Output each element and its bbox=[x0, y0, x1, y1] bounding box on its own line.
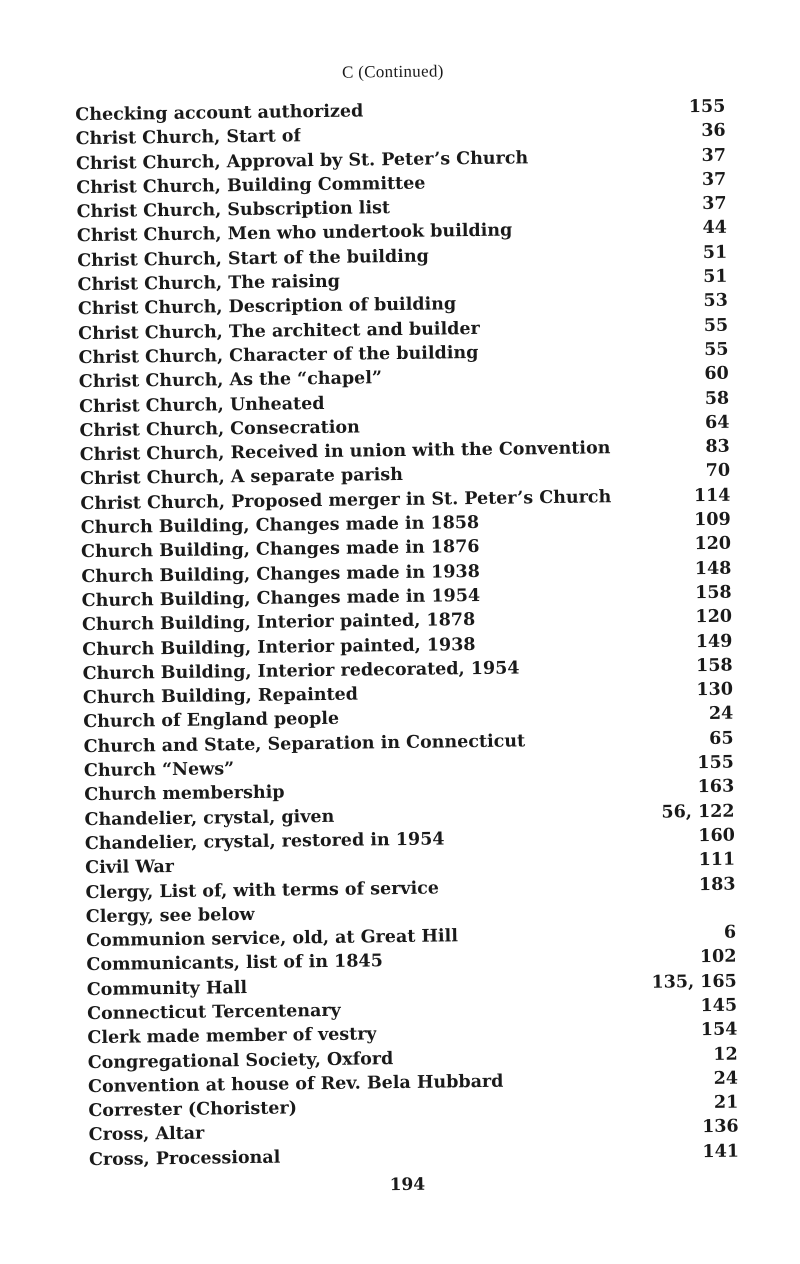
entry-page-numbers: 37 bbox=[701, 169, 727, 190]
entry-label: Christ Church, Description of building bbox=[77, 294, 457, 320]
entry-page-numbers: 58 bbox=[704, 388, 730, 409]
entry-page-numbers: 53 bbox=[703, 291, 728, 312]
entry-page-numbers: 44 bbox=[702, 218, 728, 239]
entry-label: Correster (Chorister) bbox=[88, 1098, 298, 1122]
entry-label: Christ Church, The architect and builder bbox=[78, 318, 480, 344]
entry-label: Community Hall bbox=[86, 977, 248, 1000]
entry-page-numbers: 154 bbox=[700, 1019, 738, 1041]
entry-label: Christ Church, Building Committee bbox=[76, 173, 426, 199]
entry-label: Christ Church, As the “chapel” bbox=[78, 368, 383, 393]
entry-page-numbers: 12 bbox=[713, 1044, 738, 1065]
page-number: 194 bbox=[389, 1174, 426, 1196]
entry-label: Christ Church, Men who undertook building bbox=[76, 220, 513, 247]
entry-page-numbers: 55 bbox=[703, 315, 729, 336]
entry-label: Christ Church, Subscription list bbox=[76, 198, 391, 223]
entry-page-numbers: 158 bbox=[695, 582, 732, 604]
entry-page-numbers: 111 bbox=[698, 849, 736, 871]
entry-label: Clergy, List of, with terms of service bbox=[85, 878, 440, 903]
entry-page-numbers: 130 bbox=[696, 679, 734, 701]
entry-label: Christ Church, Received in union with the Convention bbox=[79, 438, 611, 466]
entry-page-numbers: 145 bbox=[700, 995, 738, 1017]
entry-label: Cross, Processional bbox=[88, 1147, 281, 1170]
entry-page-numbers: 120 bbox=[694, 534, 732, 555]
entry-page-numbers: 109 bbox=[694, 509, 731, 531]
entry-label: Church Building, Changes made in 1954 bbox=[81, 585, 481, 612]
entry-label: Church Building, Changes made in 1858 bbox=[80, 513, 480, 539]
entry-page-numbers: 148 bbox=[694, 558, 732, 579]
entry-label: Church Building, Interior painted, 1938 bbox=[82, 634, 476, 660]
entry-label: Church membership bbox=[84, 782, 285, 806]
index-list bbox=[75, 95, 739, 1172]
entry-page-numbers: 120 bbox=[695, 606, 733, 628]
entry-label: Church Building, Interior redecorated, 1954 bbox=[82, 658, 520, 684]
entry-page-numbers: 24 bbox=[713, 1068, 739, 1089]
entry-page-numbers: 51 bbox=[702, 242, 728, 263]
entry-label: Clergy, see below bbox=[85, 904, 255, 927]
entry-page-numbers: 55 bbox=[704, 339, 729, 360]
entry-label: Connecticut Tercentenary bbox=[87, 1000, 341, 1025]
entry-page-numbers: 65 bbox=[709, 728, 734, 749]
entry-label: Communion service, old, at Great Hill bbox=[86, 926, 459, 952]
entry-page-numbers: 163 bbox=[697, 776, 735, 798]
entry-label: Checking account authorized bbox=[75, 101, 364, 126]
entry-page-numbers: 6 bbox=[723, 922, 737, 943]
entry-label: Chandelier, crystal, restored in 1954 bbox=[84, 829, 445, 855]
entry-page-numbers: 64 bbox=[704, 412, 730, 433]
entry-label: Christ Church, Approval by St. Peter’s Church bbox=[75, 147, 529, 174]
entry-label: Chandelier, crystal, given bbox=[84, 806, 335, 830]
entry-page-numbers: 36 bbox=[701, 120, 726, 142]
entry-label: Church Building, Changes made in 1876 bbox=[80, 537, 480, 563]
entry-label: Christ Church, Start of the building bbox=[77, 246, 429, 271]
entry-page-numbers: 149 bbox=[695, 631, 733, 652]
entry-label: Church Building, Repainted bbox=[82, 684, 359, 709]
entry-label: Convention at house of Rev. Bela Hubbard bbox=[87, 1071, 504, 1097]
entry-page-numbers: 102 bbox=[699, 947, 737, 968]
entry-label: Christ Church, Unheated bbox=[79, 393, 325, 417]
entry-page-numbers: 37 bbox=[701, 145, 727, 166]
entry-page-numbers: 155 bbox=[697, 752, 735, 774]
entry-label: Christ Church, Consecration bbox=[79, 417, 360, 442]
entry-label: Church and State, Separation in Connecticut bbox=[83, 731, 526, 757]
entry-page-numbers: 136 bbox=[702, 1117, 739, 1138]
entry-label: Christ Church, Proposed merger in St. Peter’s Church bbox=[80, 486, 612, 514]
entry-page-numbers: 70 bbox=[705, 461, 731, 482]
entry-page-numbers: 135, 165 bbox=[651, 971, 737, 993]
entry-page-numbers: 183 bbox=[698, 874, 736, 895]
entry-label: Church Building, Interior painted, 1878 bbox=[81, 610, 476, 636]
entry-page-numbers bbox=[666, 913, 736, 914]
entry-label: Christ Church, The raising bbox=[77, 271, 341, 296]
entry-page-numbers: 56, 122 bbox=[661, 801, 735, 823]
entry-page-numbers: 83 bbox=[705, 436, 730, 458]
entry-label: Communicants, list of in 1845 bbox=[86, 951, 383, 976]
entry-label: Church Building, Changes made in 1938 bbox=[81, 561, 480, 587]
entry-label: Civil War bbox=[85, 857, 175, 879]
entry-page-numbers: 24 bbox=[708, 704, 734, 725]
entry-page-numbers: 160 bbox=[698, 825, 735, 847]
entry-label: Clerk made member of vestry bbox=[87, 1024, 377, 1049]
entry-label: Congregational Society, Oxford bbox=[87, 1048, 394, 1073]
entry-label: Church of England people bbox=[83, 709, 340, 733]
entry-page-numbers: 60 bbox=[704, 363, 729, 385]
entry-page-numbers: 155 bbox=[688, 96, 726, 118]
entry-label: Cross, Altar bbox=[88, 1124, 205, 1146]
entry-page-numbers: 141 bbox=[702, 1141, 740, 1162]
entry-page-numbers: 21 bbox=[713, 1092, 739, 1114]
entry-page-numbers: 37 bbox=[702, 193, 727, 215]
entry-label: Christ Church, Character of the building bbox=[78, 342, 479, 369]
section-heading: C (Continued) bbox=[341, 61, 444, 82]
entry-label: Christ Church, A separate parish bbox=[80, 465, 404, 490]
entry-page-numbers: 114 bbox=[693, 485, 731, 506]
entry-label: Christ Church, Start of bbox=[75, 126, 302, 150]
entry-page-numbers: 51 bbox=[703, 266, 728, 288]
entry-page-numbers: 158 bbox=[695, 655, 733, 676]
entry-label: Church “News” bbox=[83, 759, 235, 782]
